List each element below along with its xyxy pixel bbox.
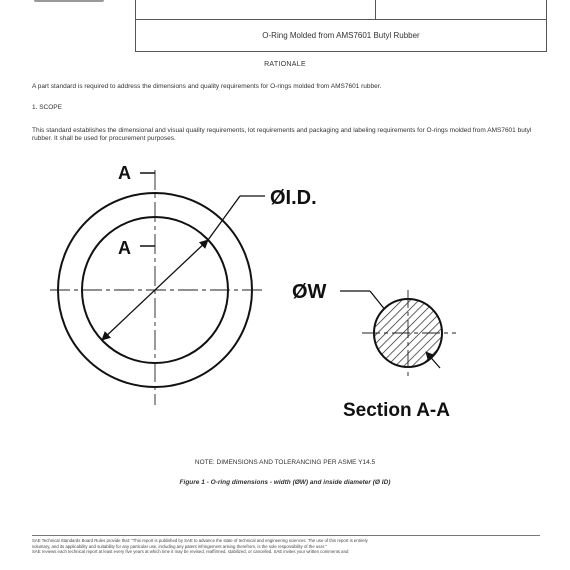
id-leader-line — [208, 196, 240, 240]
id-dimension-label: ØI.D. — [270, 187, 317, 209]
figure-caption: Figure 1 - O-ring dimensions - width (ØW) and inside diameter (Ø ID) — [179, 479, 391, 486]
footer-line-3: SAE reviews each technical report at least every five years at which time it may be revised, reaffirmed, stabilized, or cancelled. SAE invites your written comments and — [32, 549, 349, 555]
rationale-text: A part standard is required to address the dimensions and quality requirements for O-rings molded from AMS7601 rubber. — [32, 83, 382, 90]
cut-header-text-left — [34, 0, 104, 2]
header-subtitle: O-Ring Molded from AMS7601 Butyl Rubber — [262, 31, 420, 40]
section-view-label: Section A-A — [343, 400, 450, 421]
o-ring-figure — [0, 150, 570, 450]
header-divider — [375, 0, 376, 19]
header-row-top — [136, 0, 546, 20]
section-label-inner: A — [118, 238, 131, 258]
scope-heading: 1. SCOPE — [32, 104, 62, 111]
rationale-heading: RATIONALE — [264, 61, 306, 68]
scope-text: This standard establishes the dimensional and visual quality requirements, lot requirements and packaging and labeling requirements for O-rings molded from AMS7601 butyl rubber. It shall be used for procurement purposes. — [32, 127, 532, 142]
width-dimension-label: ØW — [292, 281, 327, 303]
header-table — [135, 0, 547, 52]
footer-line-1: SAE Technical Standards Board Rules provide that: "This report is published by SAE to advance the state of technical and engineering sciences. The use of this report is entirely — [32, 538, 368, 543]
footer-divider — [32, 535, 540, 536]
dimension-note: NOTE: DIMENSIONS AND TOLERANCING PER ASME Y14.5 — [194, 459, 376, 466]
section-label-outer: A — [118, 163, 131, 183]
footer-line-2: voluntary, and its applicability and suitability for any particular use, including any patent infringement arising therefrom, is the sole responsibility of the user." — [32, 543, 327, 549]
footer-notice — [32, 538, 540, 555]
